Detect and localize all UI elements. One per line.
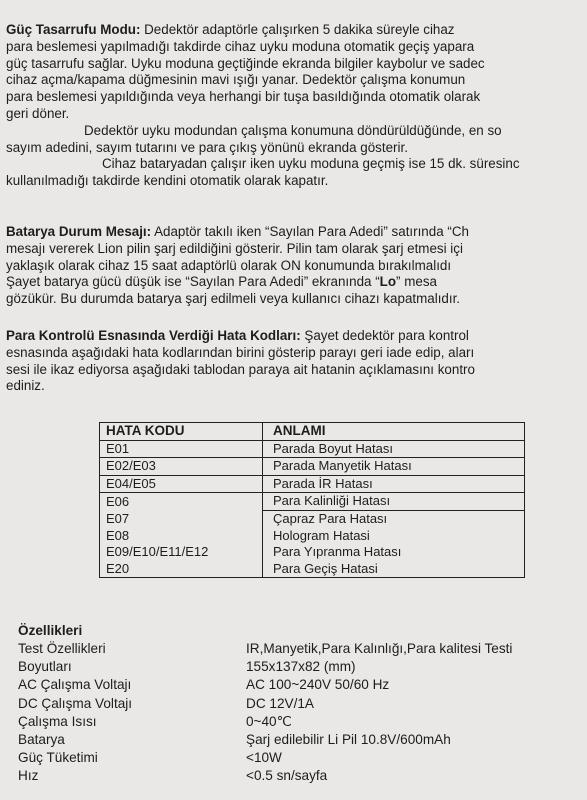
header-meaning: ANLAMI [263, 423, 525, 441]
error-meaning-cell: Çapraz Para Hatası [263, 510, 525, 527]
errors-heading: Para Kontrolü Esnasında Verdiği Hata Kodları: [6, 328, 301, 343]
power-saving-line-10: kullanılmadığı takdirde kendini otomatik olarak kapatır. [6, 173, 329, 189]
table-row [100, 544, 525, 561]
error-code-cell: E02/E03 [100, 458, 263, 476]
power-saving-line-7: Dedektör uyku modundan çalışma konumuna döndürüldüğünde, en so [84, 122, 502, 138]
spec-label: Test Özellikleri [18, 641, 106, 656]
error-meaning-cell: Parada Boyut Hatası [263, 440, 525, 458]
spec-label: Batarya [18, 731, 65, 747]
table-row [100, 475, 525, 493]
error-meaning-cell: Parada Manyetik Hatası [263, 458, 525, 476]
spec-value: 155x137x82 (mm) [246, 659, 356, 675]
spec-row [18, 767, 328, 785]
power-saving-section [6, 22, 587, 190]
spec-row [18, 749, 282, 767]
power-saving-line-1: Güç Tasarrufu Modu: Dedektör adaptörle çalışırken 5 dakika süreyle cihaz [6, 22, 455, 37]
spec-value: DC 12V/1A [246, 695, 315, 711]
error-code-cell: E04/E05 [100, 475, 263, 493]
table-row [100, 493, 525, 511]
error-codes-table [99, 422, 525, 578]
spec-value: 0~40℃ [246, 713, 292, 729]
error-code-cell: E01 [100, 440, 263, 458]
spec-value: Şarj edilebilir Li Pil 10.8V/600mAh [246, 731, 451, 747]
spec-label: AC Çalışma Voltajı [18, 677, 132, 693]
power-saving-line-4: cihaz açma/kapama düğmesinin mavi ışığı yanar. Dedektör çalışma konumun [6, 72, 466, 88]
power-saving-line-3: güç tasarrufu sağlar. Uyku moduna geçtiğinde ekranda bilgiler kaybolur ve sadec [6, 55, 485, 71]
spec-row [18, 658, 356, 676]
spec-row [18, 695, 315, 713]
spec-value: <10W [246, 750, 282, 766]
errors-line-3: sesi ile ikaz ediyorsa aşağıdaki tablodan paraya ait hatanin açıklamasını kontro [6, 361, 475, 377]
table-row [100, 561, 525, 578]
power-saving-line-9: Cihaz bataryadan çalışır iken uyku moduna geçmiş ise 15 dk. süresinc [102, 156, 520, 172]
table-header-row [100, 423, 525, 441]
errors-line-4: ediniz. [6, 378, 45, 394]
error-codes-section [6, 328, 587, 395]
spec-row [18, 640, 513, 658]
battery-line-3: yaklaşık olarak cihaz 15 saat adaptörlü olarak ON konumunda bırakılmalıdı [6, 257, 452, 273]
spec-value: IR,Manyetik,Para Kalınlığı,Para kalitesi Testi [246, 641, 513, 656]
power-saving-heading: Güç Tasarrufu Modu: [6, 22, 141, 37]
battery-line-2: mesajı vererek Lion pilin şarj edildiğini gösterir. Pilin tam olarak şarj etmesi içi [6, 240, 463, 256]
battery-line-1: Batarya Durum Mesajı: Adaptör takılı iken “Sayılan Para Adedi” satırında “Ch [6, 224, 469, 239]
error-code-cell: E09/E10/E11/E12 [100, 544, 263, 561]
error-meaning-cell: Hologram Hatasi [263, 528, 525, 545]
battery-line-4: Şayet batarya gücü düşük ise “Sayılan Para Adedi” ekranında “Lo” mesa [6, 274, 437, 290]
spec-row [18, 731, 451, 749]
power-saving-line-5: para beslemesi yapıldığında veya herhangi bir tuşa basıldığında otomatik olarak [6, 89, 481, 105]
battery-heading: Batarya Durum Mesajı: [6, 224, 152, 239]
spec-label: Güç Tüketimi [18, 750, 98, 766]
errors-line-1: Para Kontrolü Esnasında Verdiği Hata Kodları: Şayet dedektör para kontrol [6, 328, 469, 343]
spec-label: Hız [18, 768, 39, 784]
spec-value: <0.5 sn/sayfa [246, 768, 328, 784]
spec-value: AC 100~240V 50/60 Hz [246, 677, 390, 693]
error-code-cell: E06 [100, 493, 263, 511]
power-saving-line-2: para beslemesi yapılmadığı takdirde cihaz uyku moduna otomatik geçiş yapara [6, 38, 475, 54]
error-meaning-cell: Para Kalinliği Hatası [263, 493, 525, 511]
error-code-cell: E07 [100, 510, 263, 527]
specifications-section [18, 622, 513, 786]
specs-title: Özellikleri [18, 623, 83, 638]
table-row [100, 528, 525, 545]
table-row [100, 458, 525, 476]
power-saving-line-8: sayım adedini, sayım tutarını ve para çıkış yönünü ekranda gösterir. [6, 139, 408, 155]
error-code-cell: E20 [100, 561, 263, 578]
error-meaning-cell: Parada İR Hatası [263, 475, 525, 493]
table-row [100, 510, 525, 527]
low-battery-code: Lo [379, 274, 397, 290]
error-meaning-cell: Para Yıpranma Hatası [263, 544, 525, 561]
spec-label: Boyutları [18, 659, 72, 675]
battery-section [6, 224, 587, 308]
spec-row [18, 676, 390, 694]
header-error-code: HATA KODU [100, 423, 263, 441]
error-meaning-cell: Para Geçiş Hatasi [263, 561, 525, 578]
error-code-cell: E08 [100, 528, 263, 545]
battery-line-5: gözükür. Bu durumda batarya şarj edilmeli veya kullanıcı cihazı kapatmalıdır. [6, 291, 461, 307]
spec-label: Çalışma Isısı [18, 713, 97, 729]
spec-label: DC Çalışma Voltajı [18, 695, 133, 711]
errors-line-2: esnasında aşağıdaki hata kodlarından birini gösterip parayı geri iade edip, aları [6, 344, 475, 360]
power-saving-line-6: geri döner. [6, 105, 70, 121]
spec-row [18, 713, 292, 731]
table-row [100, 440, 525, 458]
